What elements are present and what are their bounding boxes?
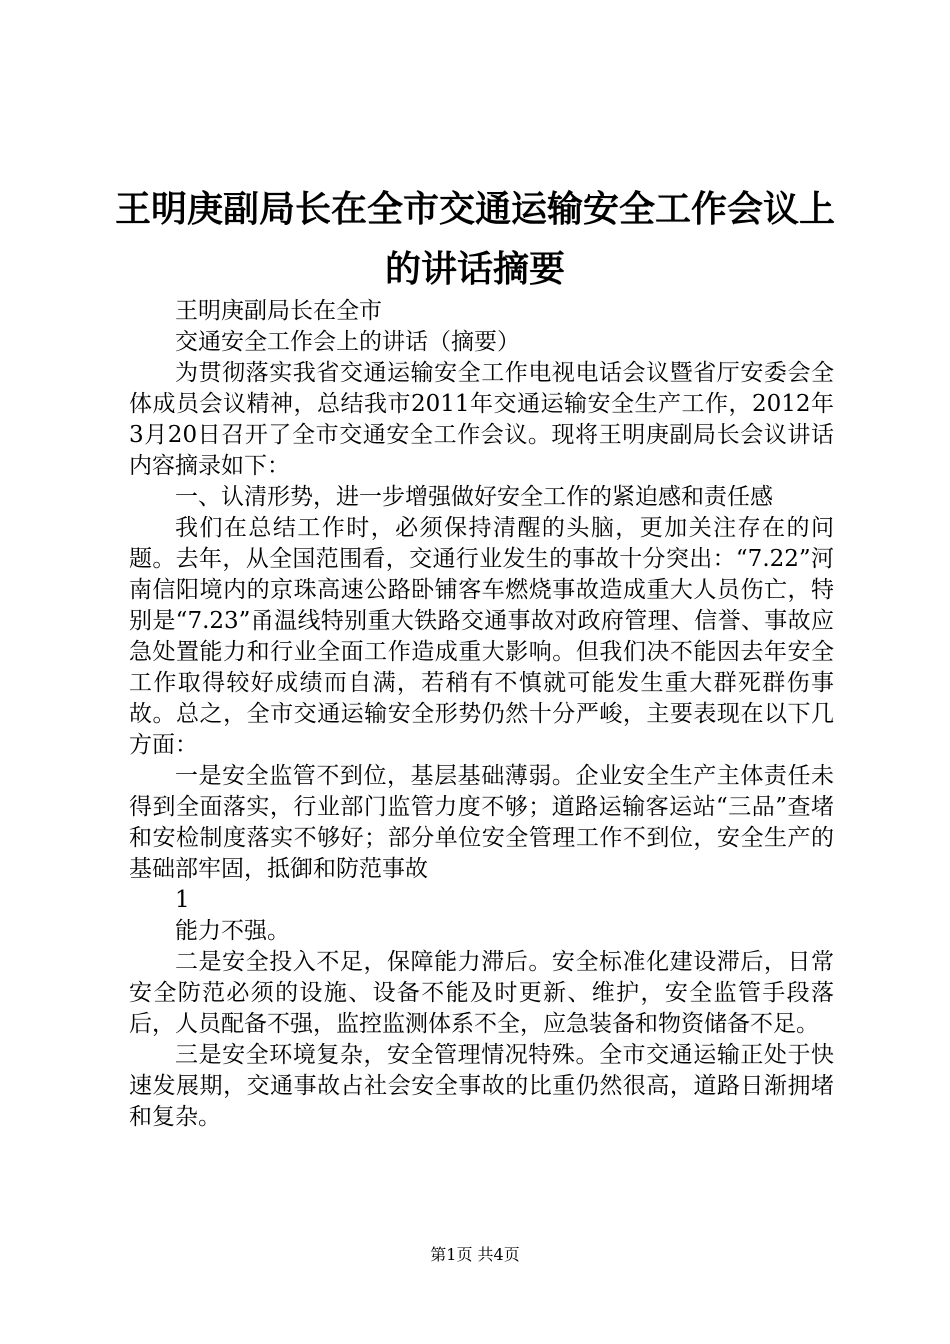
document-title-line-2: 的讲话摘要 [384, 248, 565, 290]
paragraph: 二是安全投入不足，保障能力滞后。安全标准化建设滞后，日常安全防范必须的设施、设备不能及时更新、维护，安全监管手段落后，人员配备不强，监控监测体系不全，应急装备和物资储备不足。 [129, 949, 834, 1037]
paragraph: 一是安全监管不到位，基层基础薄弱。企业安全生产主体责任未得到全面落实，行业部门监管力度不够；道路运输客运站“三品”查堵和安检制度落实不够好；部分单位安全管理工作不到位，安全生产的基础部牢固，抵御和防范事故 [129, 763, 834, 882]
document-body [129, 296, 834, 1133]
paragraph: 王明庚副局长在全市 [175, 298, 382, 324]
paragraph: 我们在总结工作时，必须保持清醒的头脑，更加关注存在的问题。去年，从全国范围看，交通行业发生的事故十分突出：“7.22”河南信阳境内的京珠高速公路卧铺客车燃烧事故造成重大人员伤亡，特别是“7.23”甬温线特别重大铁路交通事故对政府管理、信誉、事故应急处置能力和行业全面工作造成重大影响。但我们决不能因去年安全工作取得较好成绩而自满，若稍有不慎就可能发生重大群死群伤事故。总之，全市交通运输安全形势仍然十分严峻，主要表现在以下几方面： [129, 515, 834, 758]
paragraph: 能力不强。 [175, 918, 290, 944]
paragraph: 一、认清形势，进一步增强做好安全工作的紧迫感和责任感 [175, 484, 773, 510]
paragraph: 为贯彻落实我省交通运输安全工作电视电话会议暨省厅安委会全体成员会议精神，总结我市2011年交通运输安全生产工作，2012年3月20日召开了全市交通安全工作会议。现将王明庚副局长会议讲话内容摘录如下： [129, 360, 834, 479]
inline-page-number: 1 [175, 887, 190, 913]
page-footer: 第1页 共4页 [430, 1245, 520, 1264]
document-title-line-1: 王明庚副局长在全市交通运输安全工作会议上 [114, 188, 835, 230]
paragraph: 三是安全环境复杂，安全管理情况特殊。全市交通运输正处于快速发展期，交通事故占社会安全事故的比重仍然很高，道路日渐拥堵和复杂。 [129, 1042, 834, 1130]
paragraph: 交通安全工作会上的讲话（摘要） [175, 329, 520, 355]
